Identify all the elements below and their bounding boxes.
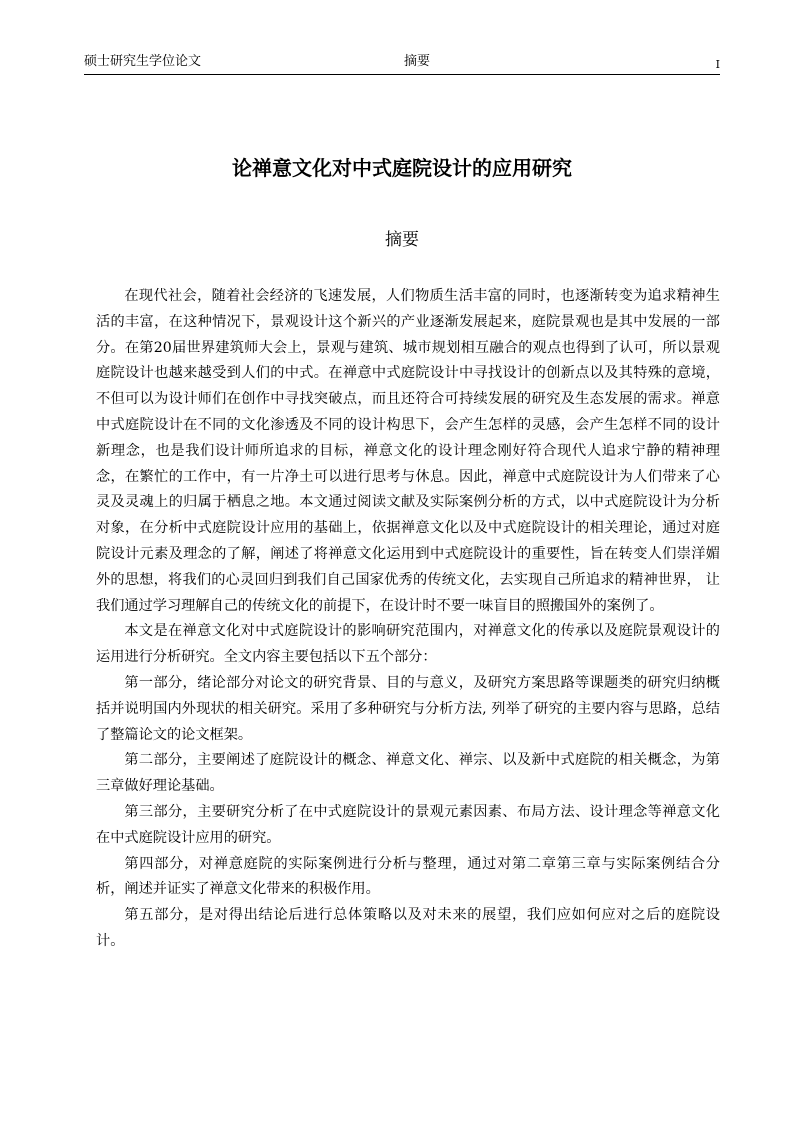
abstract-body [96,284,720,955]
abstract-paragraph: 第二部分，主要阐述了庭院设计的概念、禅意文化、禅宗、以及新中式庭院的相关概念，为第三章做好理论基础。 [96,752,720,795]
abstract-paragraph: 第三部分，主要研究分析了在中式庭院设计的景观元素因素、布局方法、设计理念等禅意文化在中式庭院设计应用的研究。 [96,803,720,846]
header-thesis-type: 硕士研究生学位论文 [84,54,202,69]
abstract-paragraph: 第四部分，对禅意庭院的实际案例进行分析与整理，通过对第二章第三章与实际案例结合分析，阐述并证实了禅意文化带来的积极作用。 [96,855,720,898]
abstract-heading: 摘要 [385,230,419,250]
running-header [84,52,720,75]
abstract-paragraph: 本文是在禅意文化对中式庭院设计的影响研究范围内，对禅意文化的传承以及庭院景观设计的运用进行分析研究。全文内容主要包括以下五个部分： [96,623,720,666]
header-section: 摘要 [404,54,431,69]
header-page-number: I [715,58,720,71]
abstract-paragraph: 在现代社会，随着社会经济的飞速发展，人们物质生活丰富的同时，也逐渐转变为追求精神生活的丰富，在这种情况下，景观设计这个新兴的产业逐渐发展起来，庭院景观也是其中发展的一部分。在第20届世界建筑师大会上，景观与建筑、城市规划相互融合的观点也得到了认可，所以景观庭院设计也越来越受到人们的中式。在禅意中式庭院设计中寻找设计的创新点以及其特殊的意境，不但可以为设计师们在创作中寻找突破点，而且还符合可持续发展的研究及生态发展的需求。禅意中式庭院设计在不同的文化渗透及不同的设计构思下，会产生怎样的灵感，会产生怎样不同的设计新理念，也是我们设计师所追求的目标，禅意文化的设计理念刚好符合现代人追求宁静的精神理念，在繁忙的工作中，有一片净土可以进行思考与休息。因此，禅意中式庭院设计为人们带来了心灵及灵魂上的归属于栖息之地。本文通过阅读文献及实际案例分析的方式，以中式庭院设计为分析对象，在分析中式庭院设计应用的基础上，依据禅意文化以及中式庭院设计的相关理论，通过对庭院设计元素及理念的了解，阐述了将禅意文化运用到中式庭院设计的重要性，旨在转变人们崇洋媚外的思想，将我们的心灵回归到我们自己国家优秀的传统文化，去实现自己所追求的精神世界， 让我们通过学习理解自己的传统文化的前提下，在设计时不要一味盲目的照搬国外的案例了。 [96,288,720,614]
abstract-paragraph: 第一部分，绪论部分对论文的研究背景、目的与意义，及研究方案思路等课题类的研究归纳概括并说明国内外现状的相关研究。采用了多种研究与分析方法, 列举了研究的主要内容与思路，总结了整篇论文的论文框架。 [96,674,720,743]
abstract-paragraph: 第五部分，是对得出结论后进行总体策略以及对未来的展望，我们应如何应对之后的庭院设计。 [96,907,720,949]
thesis-title: 论禅意文化对中式庭院设计的应用研究 [232,156,572,180]
